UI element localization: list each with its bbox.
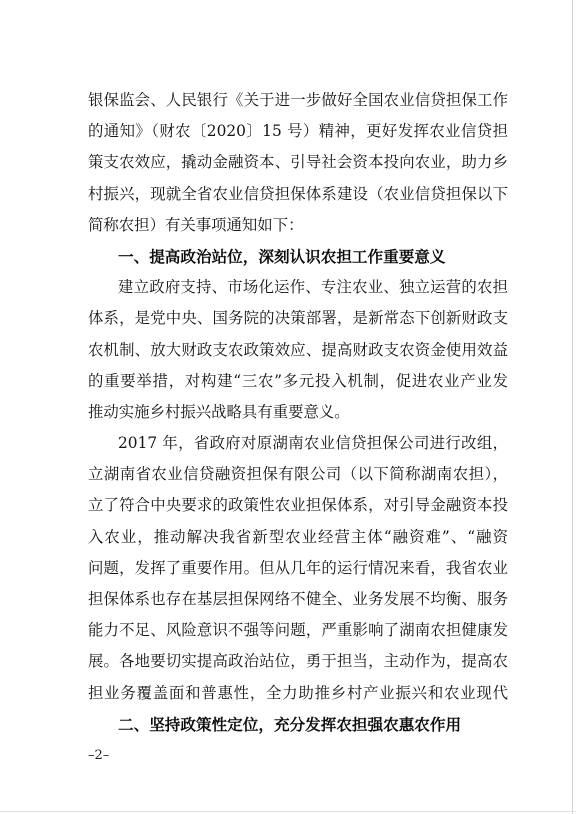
section-1-paragraph-2 xyxy=(88,428,576,709)
intro-paragraph xyxy=(88,85,576,241)
scan-edge-right xyxy=(572,0,573,814)
text-line: 立了符合中央要求的政策性农业担保体系，对引导金融资本投 xyxy=(88,496,508,515)
text-line: 的通知》（财农〔2020〕15 号）精神，更好发挥农业信贷担 xyxy=(88,122,508,141)
text-line: 入农业，推动解决我省新型农业经营主体“融资难”、“融资 xyxy=(88,527,508,546)
text-line: 策支农效应，撬动金融资本、引导社会资本投向农业，助力乡 xyxy=(88,153,508,172)
text-line: 村振兴，现就全省农业信贷担保体系建设（农业信贷担保以下 xyxy=(88,184,508,203)
page-number: –2– xyxy=(88,747,110,763)
text-line: 立湖南省农业信贷融资担保有限公司（以下简称湖南农担）， xyxy=(88,465,508,484)
section-1-paragraph-1 xyxy=(88,272,576,428)
text-line: 推动实施乡村振兴战略具有重要意义。 xyxy=(88,402,350,421)
text-line: 农机制、放大财政支农政策效应、提高财政支农资金使用效益 xyxy=(88,340,508,359)
text-line: 担保体系也存在基层担保网络不健全、业务发展不均衡、服务 xyxy=(88,590,508,608)
text-line: 简称农担）有关事项通知如下： xyxy=(88,215,304,234)
text-line: 的重要举措，对构建“三农”多元投入机制，促进农业产业发 xyxy=(88,371,508,390)
text-line: 能力不足、风险意识不强等问题，严重影响了湖南农担健康发 xyxy=(88,621,508,640)
scan-edge-bottom xyxy=(0,811,576,812)
text-line: 展。各地要切实提高政治站位，勇于担当，主动作为，提高农 xyxy=(88,652,508,671)
section-1-heading: 一、提高政治站位，深刻认识农担工作重要意义 xyxy=(118,246,446,266)
text-line: 建立政府支持、市场化运作、专注农业、独立运营的农担 xyxy=(118,278,508,297)
text-line: 担业务覆盖面和普惠性，全力助推乡村产业振兴和农业现代 xyxy=(88,683,508,702)
text-line: 银保监会、人民银行《关于进一步做好全国农业信贷担保工作 xyxy=(88,91,508,109)
text-line: 2017 年，省政府对原湖南农业信贷担保公司进行改组， xyxy=(118,434,508,453)
section-2-heading: 二、坚持政策性定位，充分发挥农担强农惠农作用 xyxy=(118,714,462,734)
text-line: 问题，发挥了重要作用。但从几年的运行情况来看，我省农业 xyxy=(88,558,508,577)
text-line: 体系，是党中央、国务院的决策部署，是新常态下创新财政支 xyxy=(88,309,508,328)
